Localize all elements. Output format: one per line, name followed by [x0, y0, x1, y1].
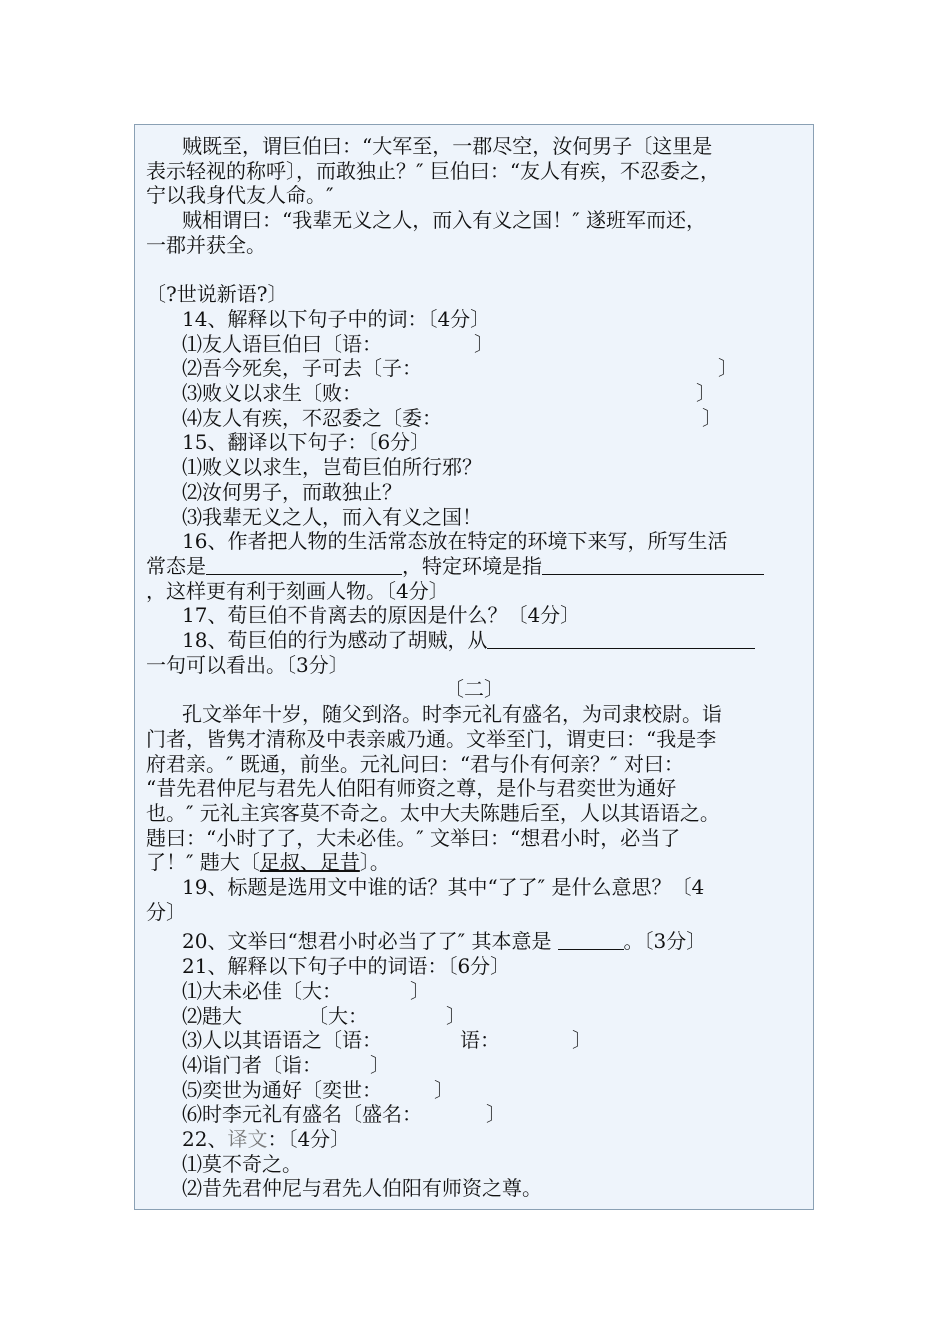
section2-heading: 〔二〕: [444, 677, 504, 702]
q21-item2: ⑵韪大 〔大： 〕: [182, 1003, 466, 1028]
passage1-line1: 贼既至，谓巨伯曰：“大军至，一郡尽空，汝何男子〔这里是: [182, 134, 713, 158]
passage2-line5: 也。″ 元礼主宾客莫不奇之。太中大夫陈韪后至，人以其语语之。: [146, 800, 720, 825]
q14-item4: ⑷友人有疾，不忍委之〔委： 〕: [182, 405, 722, 430]
passage2-line4: “昔先君仲尼与君先人伯阳有师资之尊，是仆与君奕世为通好: [146, 776, 677, 801]
q14-item3: ⑶败义以求生〔败： 〕: [182, 381, 716, 405]
q21-title: 21、解释以下句子中的词语：〔6分〕: [182, 954, 511, 979]
passage1-line4: 贼相谓曰：“我辈无义之人，而入有义之国！″ 遂班军而还，: [182, 208, 707, 233]
passage2-line6: 韪曰：“小时了了，大未必佳。″ 文举曰：“想君小时，必当了: [146, 825, 681, 850]
q14-item2: ⑵吾今死矣，子可去〔子： 〕: [182, 356, 738, 381]
q16-blank1[interactable]: [206, 556, 402, 575]
q21-item4: ⑷诣门者〔诣： 〕: [182, 1052, 390, 1077]
q22-title: 22、译文：〔4分〕: [182, 1127, 351, 1151]
passage1-line3: 宁以我身代友人命。″: [146, 183, 334, 208]
q15-item2: ⑵汝何男子，而敢独止？: [182, 479, 402, 504]
q21-item6: ⑹时李元礼有盛名〔盛名： 〕: [182, 1102, 506, 1127]
q16-line1: 16、作者把人物的生活常态放在特定的环境下来写，所写生活: [182, 529, 728, 554]
q22-item1: ⑴莫不奇之。: [182, 1151, 302, 1176]
passage1-line5: 一郡并获全。: [146, 232, 266, 257]
q17-text: 17、荀巨伯不肯离去的原因是什么？〔4分〕: [182, 603, 581, 628]
passage2-line3: 府君亲。″ 既通，前坐。元礼问曰：“君与仆有何亲？″ 对曰：: [146, 751, 684, 776]
q16-line2: 常态是 ，特定环境是指: [146, 554, 764, 579]
q15-title: 15、翻译以下句子：〔6分〕: [182, 430, 431, 455]
q18-line2: 一句可以看出。〔3分〕: [146, 652, 349, 677]
q22-item2: ⑵昔先君仲尼与君先人伯阳有师资之尊。: [182, 1176, 542, 1201]
q21-item5: ⑸奕世为通好〔奕世： 〕: [182, 1077, 454, 1102]
q16-line3: ，这样更有利于刻画人物。〔4分〕: [146, 578, 449, 603]
q15-item1: ⑴败义以求生，岂荀巨伯所行邪？: [182, 455, 482, 480]
q18-blank[interactable]: [487, 630, 755, 649]
q20-blank[interactable]: [558, 931, 624, 950]
passage2-line2: 门者，皆隽才清称及中表亲戚乃通。文举至门，谓吏曰：“我是李: [146, 726, 717, 751]
q19-line2: 分〕: [146, 899, 186, 924]
q20-text: 20、文举曰“想君小时必当了了″ 其本意是 。〔3分〕: [182, 929, 707, 954]
q15-item3: ⑶我辈无义之人，而入有义之国！: [182, 504, 482, 529]
source-citation: 〔?世说新语?〕: [146, 282, 288, 307]
q21-item3: ⑶人以其语语之〔语： 语： 〕: [182, 1028, 592, 1053]
q22-translation-link[interactable]: 译文: [227, 1127, 268, 1151]
passage1-line2: 表示轻视的称呼〕，而敢独止？″ 巨伯曰：“友人有疾，不忍委之，: [146, 158, 721, 183]
q14-item1: ⑴友人语巨伯曰〔语： 〕: [182, 331, 494, 356]
q16-blank2[interactable]: [542, 556, 764, 575]
q18-line1: 18、荀巨伯的行为感动了胡贼，从: [182, 628, 755, 653]
passage2-line1: 孔文举年十岁，随父到洛。时李元礼有盛名，为司隶校尉。诣: [182, 702, 722, 727]
q21-item1: ⑴大未必佳〔大： 〕: [182, 978, 430, 1003]
q19-line1: 19、标题是选用文中谁的话？其中“了了″ 是什么意思？〔4: [182, 875, 705, 899]
passage2-line7: 了！″ 韪大〔足叔、足昔〕。: [146, 850, 390, 875]
underlined-term: 足叔、足昔: [259, 850, 360, 875]
q14-title: 14、解释以下句子中的词：〔4分〕: [182, 306, 491, 331]
